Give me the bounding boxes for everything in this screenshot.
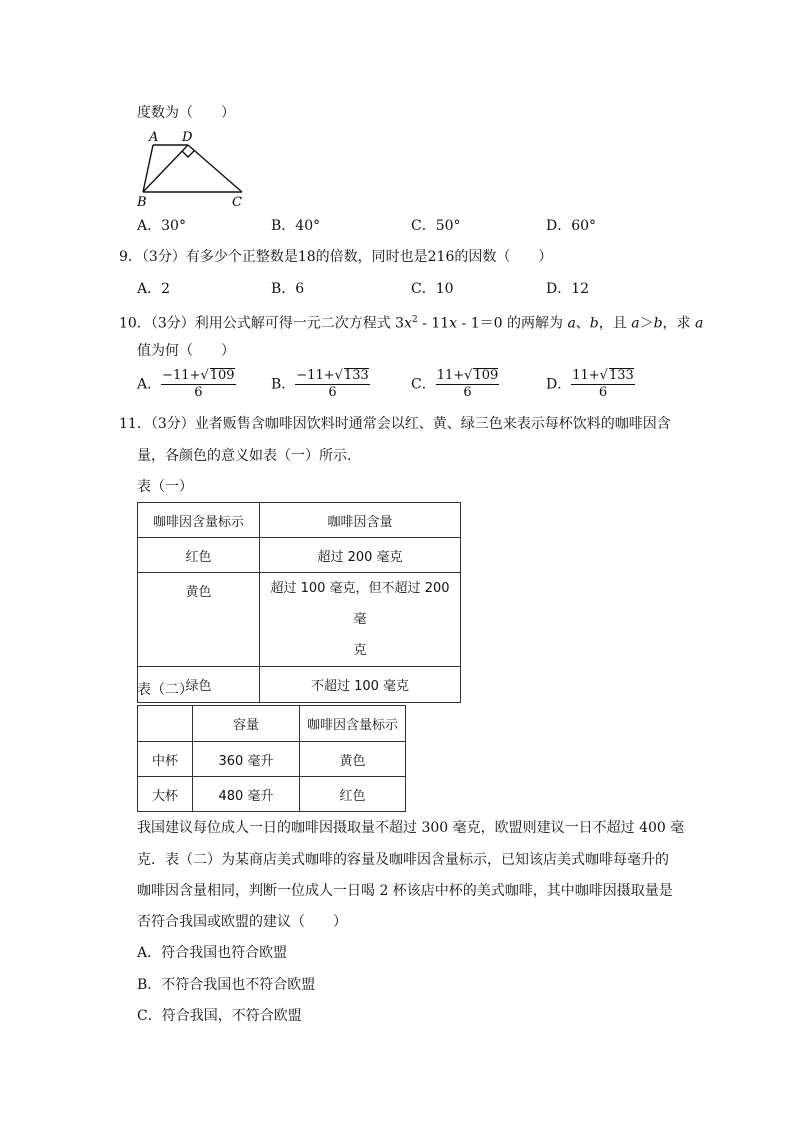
table-cell: 大杯 xyxy=(138,777,193,812)
q11-paragraph-line: 否符合我国或欧盟的建议（ ） xyxy=(137,914,347,930)
q11-option-c[interactable]: C．符合我国，不符合欧盟 xyxy=(137,1008,302,1024)
q11-option-b[interactable]: B．不符合我国也不符合欧盟 xyxy=(137,977,316,993)
q9-option-c[interactable]: C．10 xyxy=(411,281,454,297)
table-cell: 超过 100 毫克，但不超过 200 毫 克 xyxy=(260,573,461,667)
q9-option-b[interactable]: B．6 xyxy=(271,281,305,297)
q8-option-a[interactable]: A．30° xyxy=(137,218,186,234)
label-c: C xyxy=(232,195,242,210)
table-cell: 360 毫升 xyxy=(193,742,300,777)
table-cell: 绿色 xyxy=(138,667,260,703)
label-d: D xyxy=(182,130,193,145)
fraction: $\frac{11+√109}{6}$ xyxy=(436,368,499,400)
q11-paragraph-line: 咖啡因含量相同，判断一位成人一日喝 2 杯该店中杯的美式咖啡，其中咖啡因摄取量是 xyxy=(137,883,673,899)
table-caffeine-levels xyxy=(137,502,461,703)
label-a: A xyxy=(149,130,159,145)
table-cell: 超过 200 毫克 xyxy=(260,538,461,573)
table-cell: 红色 xyxy=(300,777,406,812)
q8-stem-tail: 度数为（ ） xyxy=(137,105,235,121)
q9-option-d[interactable]: D．12 xyxy=(546,281,590,297)
table-coffee-sizes xyxy=(137,705,406,812)
q10-stem: 10．（3分）利用公式解可得一元二次方程式 $3x^2 - 11x - 1=0$ 的两解为 a、b，且 a＞b，求 a xyxy=(119,315,704,332)
q10-option-d[interactable]: D． $\frac{11+√133}{6}$ xyxy=(546,368,634,400)
table1-title: 表（一） xyxy=(137,479,193,495)
q10-stem-line2: 值为何（ ） xyxy=(137,343,235,359)
q11-paragraph-line: 我国建议每位成人一日的咖啡因摄取量不超过 300 毫克，欧盟则建议一日不超过 400 毫 xyxy=(137,820,685,836)
table-header xyxy=(138,706,193,742)
table-cell: 中杯 xyxy=(138,742,193,777)
q11-stem-line2: 量，各颜色的意义如表（一）所示． xyxy=(137,448,361,464)
table-header: 咖啡因含量标示 xyxy=(300,706,406,742)
table-cell: 黄色 xyxy=(300,742,406,777)
table-header: 容量 xyxy=(193,706,300,742)
label-b: B xyxy=(137,195,147,210)
trapezoid-figure xyxy=(135,128,247,210)
edge-ab xyxy=(143,145,153,192)
q8-option-b[interactable]: B．40° xyxy=(271,218,321,234)
table-cell: 不超过 100 毫克 xyxy=(260,667,461,703)
table2-title: 表（二） xyxy=(137,682,193,698)
diagonal-bd xyxy=(143,145,188,192)
q11-stem-line1: 11．（3分）业者贩售含咖啡因饮料时通常会以红、黄、绿三色来表示每杯饮料的咖啡因含 xyxy=(119,416,671,432)
q10-option-c[interactable]: C． $\frac{11+√109}{6}$ xyxy=(411,368,499,400)
right-angle-mark xyxy=(182,151,194,157)
fraction: $\frac{-11+√133}{6}$ xyxy=(296,368,369,400)
q8-option-c[interactable]: C．50° xyxy=(411,218,461,234)
table-header: 咖啡因含量标示 xyxy=(138,503,260,538)
fraction: $\frac{-11+√109}{6}$ xyxy=(162,368,235,400)
table-cell: 黄色 xyxy=(138,573,260,667)
table-header: 咖啡因含量 xyxy=(260,503,461,538)
table-cell: 红色 xyxy=(138,538,260,573)
q10-option-b[interactable]: B． $\frac{-11+√133}{6}$ xyxy=(271,368,369,400)
edge-dc xyxy=(188,145,242,192)
q9-option-a[interactable]: A．2 xyxy=(137,281,171,297)
q10-option-a[interactable]: A． $\frac{-11+√109}{6}$ xyxy=(137,368,235,400)
table-cell: 480 毫升 xyxy=(193,777,300,812)
q11-option-a[interactable]: A．符合我国也符合欧盟 xyxy=(137,945,288,961)
q9-stem: 9．（3分）有多少个正整数是18的倍数，同时也是216的因数（ ） xyxy=(119,249,553,265)
fraction: $\frac{11+√133}{6}$ xyxy=(572,368,634,400)
q8-option-d[interactable]: D．60° xyxy=(546,218,597,234)
q11-paragraph-line: 克．表（二）为某商店美式咖啡的容量及咖啡因含量标示，已知该店美式咖啡每毫升的 xyxy=(137,852,669,868)
